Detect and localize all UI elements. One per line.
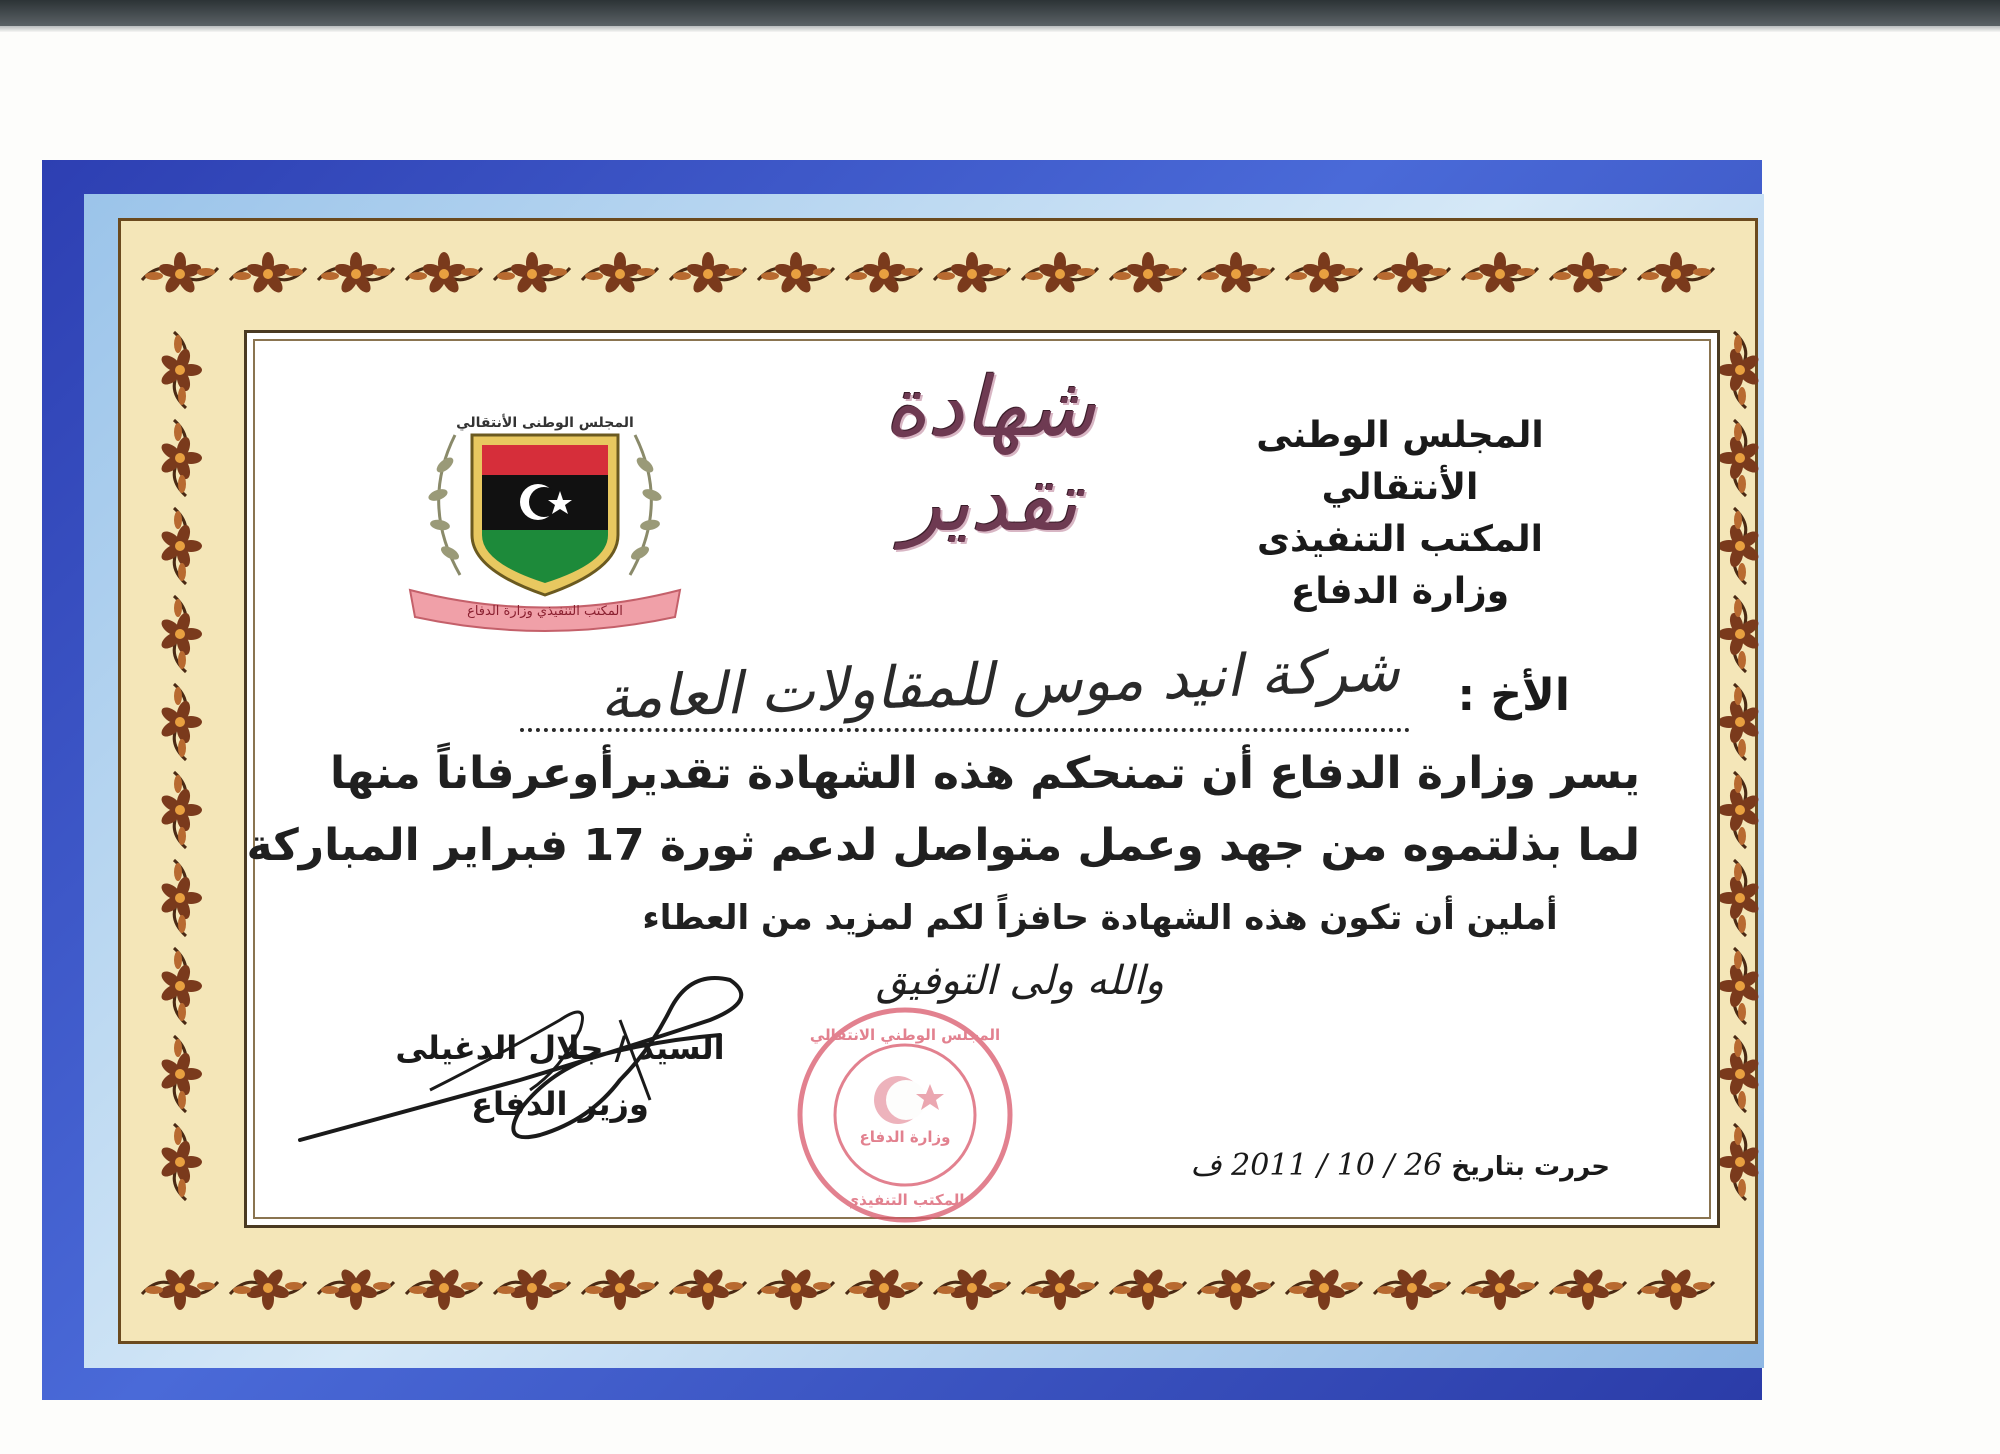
ornament-flower <box>1462 252 1538 295</box>
ornament-flower <box>1550 1267 1626 1310</box>
ornament-flower <box>1198 1267 1274 1310</box>
body-text-line-1: يسر وزارة الدفاع أن تمنحكم هذه الشهادة تقديرأوعرفاناً منها <box>329 748 1640 799</box>
ornament-flower <box>1718 1124 1761 1200</box>
ornament-flower <box>1718 420 1761 496</box>
ornament-flower <box>1110 1267 1186 1310</box>
stamp-center-text: وزارة الدفاع <box>859 1128 951 1146</box>
ornament-flower <box>406 1267 482 1310</box>
ornament-flower <box>1718 948 1761 1024</box>
org-line-ministry: وزارة الدفاع <box>1290 571 1510 612</box>
ornament-flower <box>1718 684 1761 760</box>
ornament-flower <box>1286 252 1362 295</box>
ornament-flower <box>159 332 202 408</box>
ornament-flower <box>670 1267 746 1310</box>
ornament-flower <box>1110 252 1186 295</box>
ornament-flower <box>159 684 202 760</box>
ornament-flower <box>159 948 202 1024</box>
ornament-flower <box>494 252 570 295</box>
ornament-flower <box>934 252 1010 295</box>
ornament-flower <box>230 1267 306 1310</box>
signatory-name: السيد / جلال الدغيلى <box>395 1029 725 1067</box>
ornament-flower <box>318 252 394 295</box>
ornament-flower <box>159 772 202 848</box>
ornament-flower <box>1286 1267 1362 1310</box>
ornament-flower <box>582 1267 658 1310</box>
body-text-line-2: لما بذلتموه من جهد وعمل متواصل لدعم ثورة 17 فبراير المباركة <box>246 820 1640 871</box>
ornament-flower <box>1638 1267 1714 1310</box>
issuing-authority-header <box>1190 410 1610 618</box>
crescent-star-stamp-icon <box>790 1000 1020 1230</box>
org-line-executive-office: المكتب التنفيذى <box>1257 519 1543 560</box>
addressee-row <box>520 636 1570 750</box>
ornament-flower <box>1198 252 1274 295</box>
ornament-flower <box>934 1267 1010 1310</box>
ornament-flower <box>846 252 922 295</box>
addressee-name-handwritten: شركة انيد موس للمقاولات العامة <box>599 636 1401 732</box>
ornament-flower <box>230 252 306 295</box>
ornament-flower <box>582 252 658 295</box>
ornament-flower <box>1718 332 1761 408</box>
ornament-flower <box>1022 252 1098 295</box>
ornament-flower <box>142 1267 218 1310</box>
closing-phrase: والله ولى التوفيق <box>875 958 1165 1004</box>
ornament-flower <box>159 1124 202 1200</box>
emblem-ribbon-text: المكتب التنفيذي وزارة الدفاع <box>467 604 623 619</box>
ornament-flower <box>1638 252 1714 295</box>
ornament-flower <box>494 1267 570 1310</box>
addressee-dotted-line <box>520 728 1410 732</box>
ornament-flower <box>1718 596 1761 672</box>
issue-date-value: 26 / 10 / 2011 ف <box>1190 1148 1443 1183</box>
ornament-flower <box>1462 1267 1538 1310</box>
ornament-flower <box>406 252 482 295</box>
handwritten-signature <box>290 960 810 1160</box>
ornament-flower <box>159 420 202 496</box>
ornament-flower <box>142 252 218 295</box>
org-line-council: المجلس الوطنى الأنتقالي <box>1256 415 1544 508</box>
ornament-flower <box>159 1036 202 1112</box>
ornament-flower <box>846 1267 922 1310</box>
signatory-title: وزير الدفاع <box>471 1085 649 1123</box>
libya-flag-shield-icon <box>400 405 690 635</box>
ornament-flower <box>670 252 746 295</box>
ornament-flower <box>1374 252 1450 295</box>
ornament-flower <box>1718 508 1761 584</box>
ornament-flower <box>318 1267 394 1310</box>
ornament-flower <box>159 860 202 936</box>
ornament-flower <box>1022 1267 1098 1310</box>
issue-date <box>1190 1148 1610 1183</box>
ornament-flower <box>1718 860 1761 936</box>
certificate-title: شهادة تقدير <box>884 360 1096 550</box>
ornament-flower <box>758 1267 834 1310</box>
emblem-top-text: المجلس الوطنى الأنتقالي <box>456 415 634 431</box>
issue-date-prefix: حررت بتاريخ <box>1451 1152 1610 1182</box>
ornament-flower <box>1718 772 1761 848</box>
ornament-flower <box>1374 1267 1450 1310</box>
body-text-line-3: أملين أن تكون هذه الشهادة حافزاً لكم لمزيد من العطاء <box>642 898 1558 938</box>
addressee-label: الأخ : <box>1457 670 1570 721</box>
ornament-flower <box>758 252 834 295</box>
stamp-bottom-text: المكتب التنفيذي <box>845 1191 965 1209</box>
ornament-flower <box>1550 252 1626 295</box>
ornament-flower <box>159 596 202 672</box>
ornament-flower <box>159 508 202 584</box>
ornament-flower <box>1718 1036 1761 1112</box>
stamp-outer-text: المجلس الوطني الانتقالي <box>809 1026 1001 1044</box>
